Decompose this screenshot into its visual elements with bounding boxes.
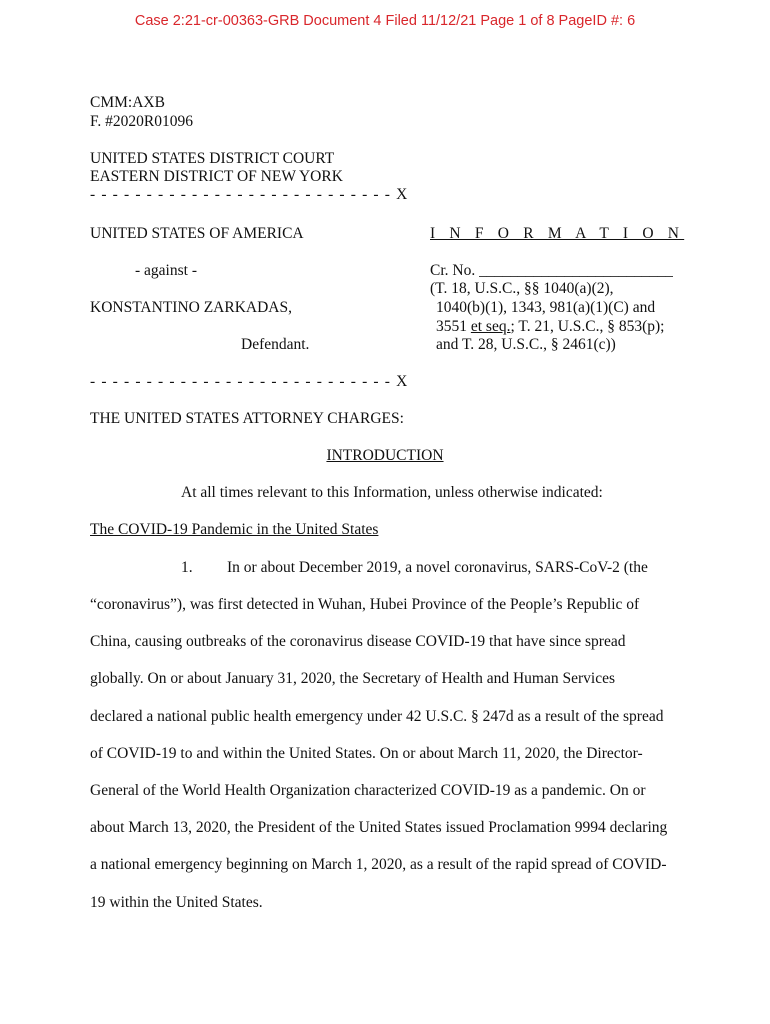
introduction-heading: INTRODUCTION <box>326 447 444 464</box>
file-number: F. #2020R01096 <box>90 113 193 130</box>
statute-line-2: 1040(b)(1), 1343, 981(a)(1)(C) and <box>436 299 656 316</box>
caption-separator-bottom: - - - - - - - - - - - - - - - - - - - - - - - - - - - X <box>90 373 409 390</box>
court-district: EASTERN DISTRICT OF NEW YORK <box>90 168 343 185</box>
paragraph-line: “coronavirus”), was first detected in Wuhan, Hubei Province of the People’s Republic of <box>90 596 640 613</box>
defendant-label: Defendant. <box>241 336 310 353</box>
paragraph-line: globally. On or about January 31, 2020, the Secretary of Health and Human Services <box>90 670 615 687</box>
paragraph-line: of COVID-19 to and within the United States. On or about March 11, 2020, the Director- <box>90 745 643 762</box>
paragraph-number: 1. <box>181 559 193 576</box>
criminal-number: Cr. No. _________________________ <box>430 262 673 279</box>
paragraph-line: China, causing outbreaks of the coronavirus disease COVID-19 that have since spread <box>90 633 626 650</box>
paragraph-line: about March 13, 2020, the President of the United States issued Proclamation 9994 declaring <box>90 819 668 836</box>
paragraph-line: In or about December 2019, a novel coronavirus, SARS-CoV-2 (the <box>227 559 648 576</box>
charges-line: THE UNITED STATES ATTORNEY CHARGES: <box>90 410 404 427</box>
et-seq: et seq. <box>470 318 511 335</box>
caption-separator-top: - - - - - - - - - - - - - - - - - - - - - - - - - - - X <box>90 186 409 203</box>
court-name: UNITED STATES DISTRICT COURT <box>90 150 335 167</box>
statute-prefix: 3551 <box>436 318 471 335</box>
statute-line-1: (T. 18, U.S.C., §§ 1040(a)(2), <box>430 280 614 297</box>
against-label: - against - <box>135 262 197 279</box>
plaintiff-name: UNITED STATES OF AMERICA <box>90 225 304 242</box>
paragraph-line: a national emergency beginning on March 1, 2020, as a result of the rapid spread of COVID- <box>90 856 667 873</box>
statute-suffix: ; T. 21, U.S.C., § 853(p); <box>510 318 665 335</box>
attorney-initials: CMM:AXB <box>90 94 165 111</box>
defendant-name: KONSTANTINO ZARKADAS, <box>90 299 292 316</box>
document-title: I N F O R M A T I O N <box>430 225 685 242</box>
statute-line-4: and T. 28, U.S.C., § 2461(c)) <box>436 336 616 353</box>
section-heading: The COVID-19 Pandemic in the United States <box>90 521 379 538</box>
case-header-stamp: Case 2:21-cr-00363-GRB Document 4 Filed 11/12/21 Page 1 of 8 PageID #: 6 <box>134 13 636 29</box>
paragraph-line: 19 within the United States. <box>90 894 263 911</box>
paragraph-line: General of the World Health Organization characterized COVID-19 as a pandemic. On or <box>90 782 646 799</box>
statute-line-3 <box>436 318 665 336</box>
paragraph-line: declared a national public health emergency under 42 U.S.C. § 247d as a result of the spread <box>90 708 664 725</box>
intro-sentence: At all times relevant to this Information, unless otherwise indicated: <box>181 484 603 501</box>
